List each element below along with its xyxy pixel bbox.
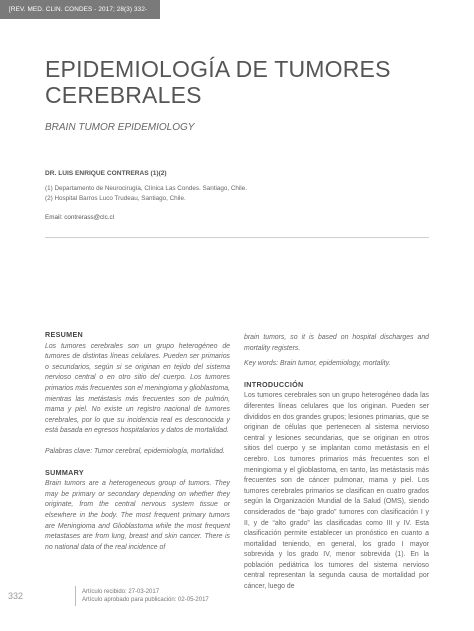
article-title: EPIDEMIOLOGÍA DE TUMORES CEREBRALES — [45, 56, 391, 108]
author-email[interactable]: Email: contrerass@clc.cl — [45, 214, 115, 221]
received-date: Artículo recibido: 27-03-2017 — [82, 589, 160, 595]
summary-continuation: brain tumors, so it is based on hospital discharges and mortality registers. — [244, 334, 429, 352]
affiliation-2: (2) Hospital Barros Luco Trudeau, Santiago, Chile. — [45, 195, 186, 202]
journal-reference: [REV. MED. CLIN. CONDES - 2017; 28(3) 332-338] — [0, 0, 160, 19]
introduccion-heading: INTRODUCCIÓN — [244, 379, 304, 389]
page-number: 332 — [8, 591, 24, 601]
summary-keywords: Key words: Brain tumor, epidemiology, mortality. — [244, 360, 391, 368]
article-subtitle: BRAIN TUMOR EPIDEMIOLOGY — [45, 122, 195, 133]
affiliation-1: (1) Departamento de Neurocirugía, Clínica Las Condes. Santiago, Chile. — [45, 185, 247, 192]
resumen-keywords: Palabras clave: Tumor cerebral, epidemiología, mortalidad. — [45, 447, 225, 455]
resumen-heading: RESUMEN — [45, 330, 84, 339]
summary-heading: SUMMARY — [45, 467, 84, 477]
introduccion-text: Los tumores cerebrales son un grupo heterogéneo dada las diferentes líneas celulares que los originan. Pueden ser divididos en dos grandes grupos; lesiones primarias, que se originan de células que pertenecen al sistema nervioso central y lesiones secundarias, que se originan en otros sitios del cuerpo y se implantan como metástasis en el cerebro. Los tumores primarios más frecuentes son el meningioma y el glioblastoma, en tanto, las metástasis más frecuentes son de cáncer pulmonar, mama y piel. Los tumores cerebrales primarios se clasifican en cuatro grados según la Organización Mundial de la Salud (OMS), siendo considerados de “bajo grado” tumores con clasificación I y II, y de “alto grado” las clasificadas como III y IV. Esta clasificación permite establecer un pronóstico en cuanto a mortalidad teniendo, en general, los grado I mayor sobrevida y los grado IV, menor sobrevida (1). En la población pediátrica los tumores del sistema nervioso central representan la segunda causa de mortalidad por cáncer, luego de — [244, 392, 429, 591]
footer-divider — [75, 586, 76, 606]
resumen-text: Los tumores cerebrales son un grupo heterogéneo de tumores de distintas líneas celulares. Pueden ser primarios o secundarios, según si se originan en tejido del sistema nervioso central o en otro sitio del cuerpo. Los tumores primarios más frecuentes son el meningioma y glioblastoma, mientras las metástasis más frecuentes son de pulmón, mama y piel. No existe un registro nacional de tumores cerebrales, por lo que su incidencia real es desconocida y está basada en egresos hospitalarios y datos de mortalidad. — [45, 342, 230, 435]
left-column — [45, 330, 230, 553]
author-name: DR. LUIS ENRIQUE CONTRERAS (1)(2) — [45, 170, 167, 177]
approved-date: Artículo aprobado para publicación: 02-05-2017 — [82, 597, 209, 603]
right-column — [244, 333, 429, 593]
summary-text: Brain tumors are a heterogeneous group of tumors. They may be primary or secondary depending on whether they originate, from the central nervous system tissue or elsewhere in the body. The most frequent primary tumors are Meningioma and Glioblastoma while the most frequent metastases are from lung, breast and skin cancer. There is no national data of the real incidence of — [45, 480, 230, 551]
divider-top — [45, 237, 429, 238]
article-dates — [82, 588, 209, 604]
